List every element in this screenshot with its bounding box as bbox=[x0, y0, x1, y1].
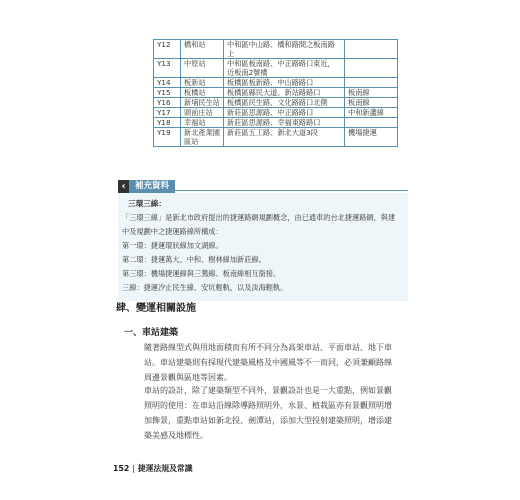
supplement-item: 三線：捷運汐止民生線、安坑輕軌，以及淡海輕軌。 bbox=[122, 283, 288, 292]
station-name: 板橋站 bbox=[181, 88, 224, 98]
supplement-box bbox=[118, 180, 408, 301]
table-row bbox=[154, 59, 398, 78]
page-footer bbox=[113, 463, 193, 474]
supplement-tag: 補充資料 bbox=[129, 180, 175, 193]
station-location: 中和區板南路、中正路路口東近，近板南2號橋 bbox=[224, 59, 345, 78]
station-location: 板橋區縣民大道、新站路路口 bbox=[224, 88, 345, 98]
table-row bbox=[154, 78, 398, 88]
section-heading: 肆、變運相關設施 bbox=[116, 303, 196, 314]
station-name: 頭前庄站 bbox=[181, 108, 224, 118]
transfer-line bbox=[345, 40, 398, 59]
station-name: 橋和站 bbox=[181, 40, 224, 59]
transfer-line bbox=[345, 59, 398, 78]
body-paragraph: 車站的設計，除了建築類型不同外，景觀設計也是一大重點，例如景觀照明的使用：在車站沿線除導路照明外，水景、植栽區亦有景觀照明增加飾景，重點車站如新北投、劍潭站，添加大型投射建築照明，增添建築美感及地標性。 bbox=[144, 386, 392, 440]
station-code: Y13 bbox=[154, 59, 181, 78]
table-row bbox=[154, 88, 398, 98]
supplement-body bbox=[118, 193, 408, 301]
supplement-item: 第二環：捷運萬大、中和、樹林線加新莊線。 bbox=[122, 255, 266, 264]
station-name: 中原站 bbox=[181, 59, 224, 78]
station-table bbox=[153, 39, 398, 147]
supplement-item: 第三環：機場捷運線與三鶯線、板南線相互銜接。 bbox=[122, 269, 281, 278]
station-name: 幸福站 bbox=[181, 118, 224, 128]
station-location: 板橋區板新路、中山路路口 bbox=[224, 78, 345, 88]
station-name: 新北產業園區站 bbox=[181, 128, 224, 147]
transfer-line: 中和新蘆線 bbox=[345, 108, 398, 118]
station-location: 新莊區思源路、中正路路口 bbox=[224, 108, 345, 118]
transfer-line: 板南線 bbox=[345, 88, 398, 98]
station-code: Y18 bbox=[154, 118, 181, 128]
station-location: 中和區中山路、橋和路間之板南路上 bbox=[224, 40, 345, 59]
supplement-subtitle: 三環三線： bbox=[128, 199, 166, 208]
transfer-line bbox=[345, 78, 398, 88]
station-location: 板橋區民生路、文化路路口北側 bbox=[224, 98, 345, 108]
station-name: 新埔民生站 bbox=[181, 98, 224, 108]
station-code: Y19 bbox=[154, 128, 181, 147]
supplement-header bbox=[118, 180, 408, 193]
station-code: Y15 bbox=[154, 88, 181, 98]
transfer-line: 機場捷運 bbox=[345, 128, 398, 147]
table-row bbox=[154, 128, 398, 147]
supplement-intro: 「三環三線」是新北市政府提出的捷運路網規劃概念，由已通車的台北捷運路網，與建中及規劃中之捷運路線所構成： bbox=[122, 213, 396, 236]
book-title: 捷運法規及常識 bbox=[137, 464, 193, 473]
station-name: 板新站 bbox=[181, 78, 224, 88]
table-row bbox=[154, 98, 398, 108]
transfer-line: 板南線 bbox=[345, 98, 398, 108]
station-table-body bbox=[154, 40, 398, 147]
section-subheading: 一、車站建築 bbox=[124, 328, 179, 338]
station-code: Y14 bbox=[154, 78, 181, 88]
page-number: 152 bbox=[113, 464, 130, 473]
table-row bbox=[154, 118, 398, 128]
station-code: Y12 bbox=[154, 40, 181, 59]
supplement-item: 第一環：捷運環狀線加文湖線。 bbox=[122, 241, 223, 250]
station-code: Y17 bbox=[154, 108, 181, 118]
transfer-line bbox=[345, 118, 398, 128]
table-row bbox=[154, 108, 398, 118]
body-paragraph: 隨著路線型式與用地面積而有所不同分為高架車站、平面車站、地下車站。車站建築則有採現代建築風格及中國風等不一而同，必須兼顧路線周邊景觀與區地等因素。 bbox=[144, 343, 392, 382]
table-row bbox=[154, 40, 398, 59]
station-location: 新莊區思源路、幸福東路路口 bbox=[224, 118, 345, 128]
station-location: 新莊區五工路、新北大道3段 bbox=[224, 128, 345, 147]
chevron-left-icon: ‹ bbox=[118, 180, 129, 193]
supplement-rule bbox=[175, 190, 408, 191]
station-code: Y16 bbox=[154, 98, 181, 108]
footer-separator: | bbox=[132, 464, 135, 473]
